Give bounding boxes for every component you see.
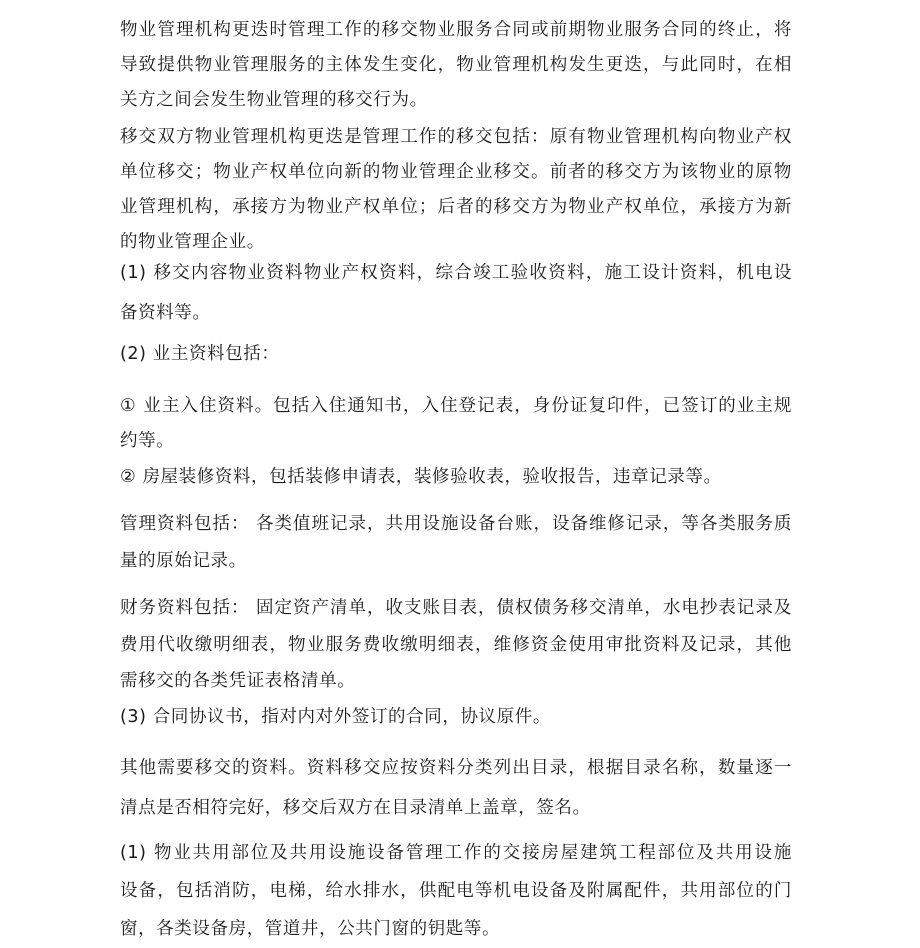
text-line: 导致提供物业管理服务的主体发生变化，物业管理机构发生更迭，与此同时，在相 <box>120 55 792 75</box>
text-line: 业管理机构，承接方为物业产权单位；后者的移交方为物业产权单位，承接方为新 <box>120 197 792 217</box>
text-line: (3) 合同协议书，指对内对外签订的合同，协议原件。 <box>120 707 551 727</box>
text-line: 费用代收缴明细表，物业服务费收缴明细表，维修资金使用审批资料及记录，其他 <box>120 634 792 655</box>
text-line: 量的原始记录。 <box>120 550 247 571</box>
text-line: (1) 移交内容物业资料物业产权资料，综合竣工验收资料，施工设计资料，机电设 <box>120 263 792 283</box>
text-line: ② 房屋装修资料，包括装修申请表，装修验收表，验收报告，违章记录等。 <box>120 467 722 487</box>
text-line: 备资料等。 <box>120 303 211 323</box>
paragraph-finance <box>120 590 792 700</box>
paragraph-item-2 <box>120 337 792 372</box>
text-line: 单位移交；物业产权单位向新的物业管理企业移交。前者的移交方为该物业的原物 <box>120 162 792 182</box>
paragraph-item-1 <box>120 253 792 333</box>
text-line: 需移交的各类凭证表格清单。 <box>120 671 356 691</box>
paragraph-intro <box>120 13 792 118</box>
text-line: 的物业管理企业。 <box>120 232 265 252</box>
paragraph-owner-2 <box>120 460 792 495</box>
text-line: (2) 业主资料包括： <box>120 344 280 364</box>
text-line: 设备，包括消防，电梯，给水排水，供配电等机电设备及附属配件，共用部位的门 <box>120 881 792 901</box>
text-line: (1) 物业共用部位及共用设施设备管理工作的交接房屋建筑工程部位及共用设施 <box>120 843 792 863</box>
text-line: 物业管理机构更迭时管理工作的移交物业服务合同或前期物业服务合同的终止，将 <box>120 20 792 40</box>
paragraph-item-3 <box>120 700 792 735</box>
paragraph-parties <box>120 120 792 260</box>
text-line: 清点是否相符完好，移交后双方在目录清单上盖章，签名。 <box>120 798 591 818</box>
paragraph-facilities <box>120 834 792 948</box>
text-line: 其他需要移交的资料。资料移交应按资料分类列出目录，根据目录名称，数量逐一 <box>120 758 792 778</box>
text-line: 窗，各类设备房，管道井，公共门窗的钥匙等。 <box>120 919 501 939</box>
paragraph-other <box>120 748 792 828</box>
paragraph-owner-1 <box>120 389 792 459</box>
text-line: 管理资料包括： 各类值班记录，共用设施设备台账，设备维修记录，等各类服务质 <box>120 514 792 534</box>
text-line: 移交双方物业管理机构更迭是管理工作的移交包括：原有物业管理机构向物业产权 <box>120 127 792 147</box>
text-line: 财务资料包括： 固定资产清单，收支账目表，债权债务移交清单，水电抄表记录及 <box>120 598 792 618</box>
text-line: ① 业主入住资料。包括入住通知书，入住登记表，身份证复印件，已签订的业主规 <box>120 396 792 416</box>
text-line: 约等。 <box>120 431 175 451</box>
paragraph-management <box>120 506 792 579</box>
text-line: 关方之间会发生物业管理的移交行为。 <box>120 90 428 110</box>
